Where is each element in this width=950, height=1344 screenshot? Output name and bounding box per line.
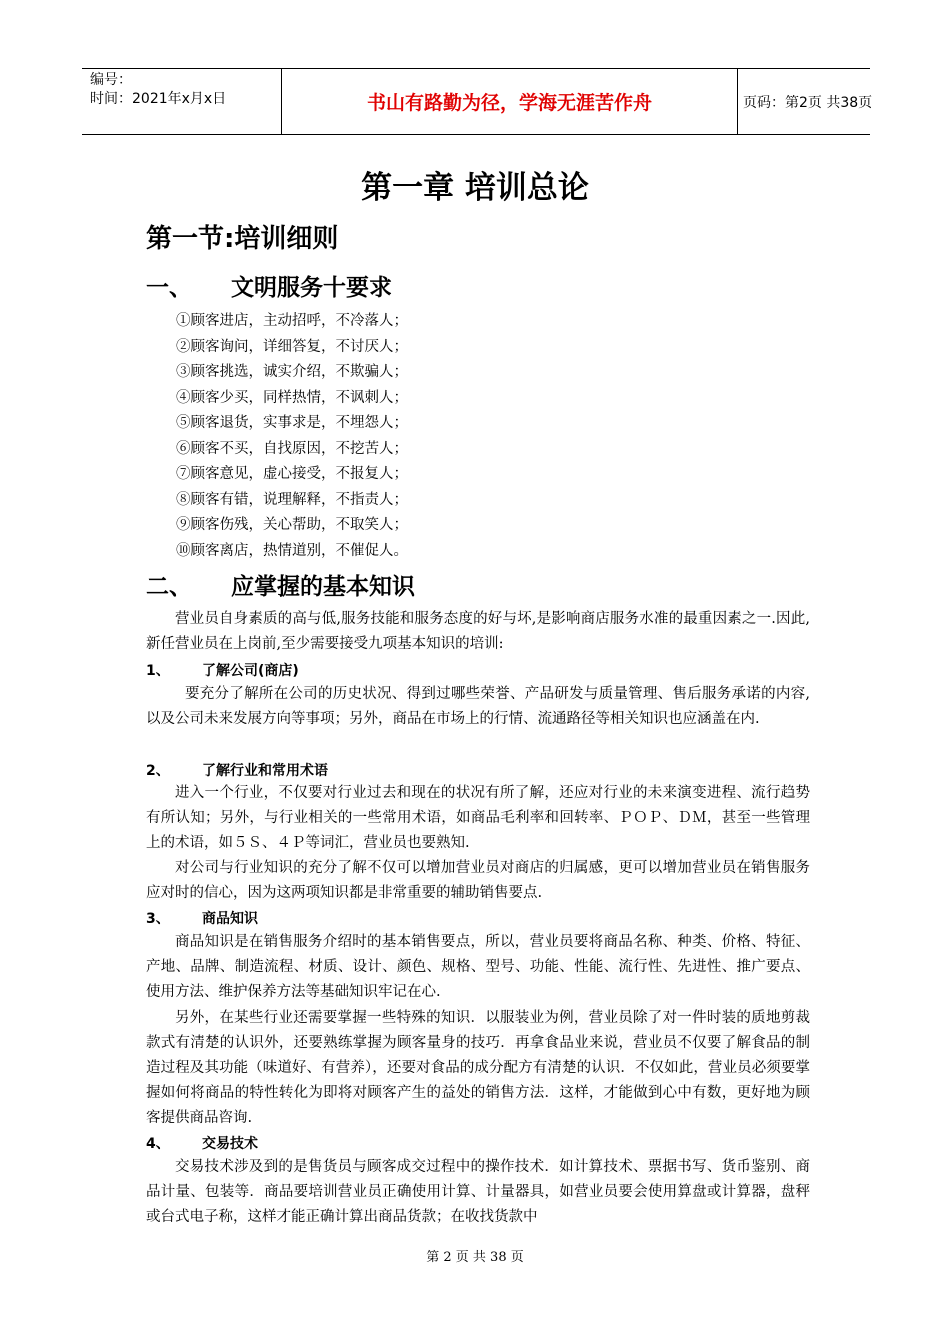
subsection-number: 4、 <box>146 1136 170 1152</box>
subsection-1-paragraph: 要充分了解所在公司的历史状况、得到过哪些荣誉、产品研发与质量管理、售后服务承诺的内容,以及公司未来发展方向等事项；另外，商品在市场上的行情、流通路径等相关知识也应涵盖在内. <box>146 686 810 727</box>
subsection-title: 交易技术 <box>202 1136 258 1152</box>
list-item: ①顾客进店，主动招呼，不冷落人； <box>176 313 408 329</box>
part1-heading <box>146 269 546 301</box>
list-item: ⑨顾客伤残，关心帮助，不取笑人； <box>176 517 408 533</box>
subsection-title: 了解公司(商店) <box>202 663 299 679</box>
page-header <box>82 68 873 135</box>
subsection-number: 2、 <box>146 763 170 779</box>
part1-number: 一、 <box>146 275 192 301</box>
part2-intro: 营业员自身素质的高与低,服务技能和服务态度的好与坏,是影响商店服务水准的最重因素之一.因此,新任营业员在上岗前,至少需要接受九项基本知识的培训: <box>146 611 810 652</box>
subsection-number: 3、 <box>146 911 170 927</box>
subsection-3-paragraph-1: 商品知识是在销售服务介绍时的基本销售要点，所以，营业员要将商品名称、种类、价格、特征、产地、品牌、制造流程、材质、设计、颜色、规格、型号、功能、性能、流行性、先进性、推广要点、使用方法、维护保养方法等基础知识牢记在心. <box>146 934 810 1000</box>
part2-title: 应掌握的基本知识 <box>231 574 415 600</box>
list-item: ⑥顾客不买，自找原因，不挖苦人； <box>176 440 408 457</box>
list-item: ③顾客挑选，诚实介绍，不欺骗人； <box>176 364 408 380</box>
subsection-title: 商品知识 <box>202 911 258 927</box>
section-title: 第一节:培训细则 <box>146 224 339 254</box>
header-meta <box>82 69 282 134</box>
header-page-number: 页码：第2页 共38页 <box>743 94 873 111</box>
subsection-3-paragraph-2: 另外，在某些行业还需要掌握一些特殊的知识．以服装业为例，营业员除了对一件时装的质地剪裁款式有清楚的认识外，还要熟练掌握为顾客量身的技巧．再拿食品业来说，营业员不仅要了解食品的制造过程及其功能（味道好、有营养），还要对食品的成分配方有清楚的认识．不仅如此，营业员必须要掌握如何将商品的特性转化为即将对顾客产生的益处的销售方法．这样，才能做到心中有数，更好地为顾客提供商品咨询. <box>146 1010 810 1126</box>
part1-title: 文明服务十要求 <box>231 275 392 301</box>
list-item: ⑩顾客离店，热情道别，不催促人。 <box>176 542 408 559</box>
list-item: ⑧顾客有错，说理解释，不指责人； <box>176 491 408 508</box>
subsection-number: 1、 <box>146 663 170 679</box>
list-item: ④顾客少买，同样热情，不讽刺人； <box>176 389 408 406</box>
part2-heading <box>146 568 546 600</box>
code-label: 编号： <box>90 72 132 88</box>
subsection-2-paragraph-2: 对公司与行业知识的充分了解不仅可以增加营业员对商店的归属感，更可以增加营业员在销售服务应对时的信心，因为这两项知识都是非常重要的辅助销售要点. <box>146 860 810 901</box>
subsection-2-paragraph-1: 进入一个行业，不仅要对行业过去和现在的状况有所了解，还应对行业的未来演变进程、流行趋势有所认知；另外，与行业相关的一些常用术语，如商品毛利率和回转率、ＰＯＰ、ＤＭ，甚至一些管理上的术语，如５Ｓ、４Ｐ等词汇，营业员也要熟知. <box>146 785 810 851</box>
header-motto: 书山有路勤为径，学海无涯苦作舟 <box>282 69 738 134</box>
list-item: ⑦顾客意见，虚心接受，不报复人； <box>176 466 408 482</box>
part2-number: 二、 <box>146 574 192 600</box>
service-requirements-list <box>176 309 408 564</box>
list-item: ⑤顾客退货，实事求是，不埋怨人； <box>176 415 408 431</box>
subsection-title: 了解行业和常用术语 <box>202 763 328 779</box>
subsection-4-paragraph-1: 交易技术涉及到的是售货员与顾客成交过程中的操作技术．如计算技术、票据书写、货币鉴别、商品计量、包装等．商品要培训营业员正确使用计算、计量器具，如营业员要会使用算盘或计算器，盘秤或台式电子称，这样才能正确计算出商品货款；在收找货款中 <box>146 1159 810 1225</box>
list-item: ②顾客询问，详细答复，不讨厌人； <box>176 338 408 355</box>
time-label: 时间：2021年x月x日 <box>90 91 227 107</box>
page-footer: 第 2 页 共 38 页 <box>426 1250 524 1265</box>
chapter-title: 第一章 培训总论 <box>361 170 589 206</box>
